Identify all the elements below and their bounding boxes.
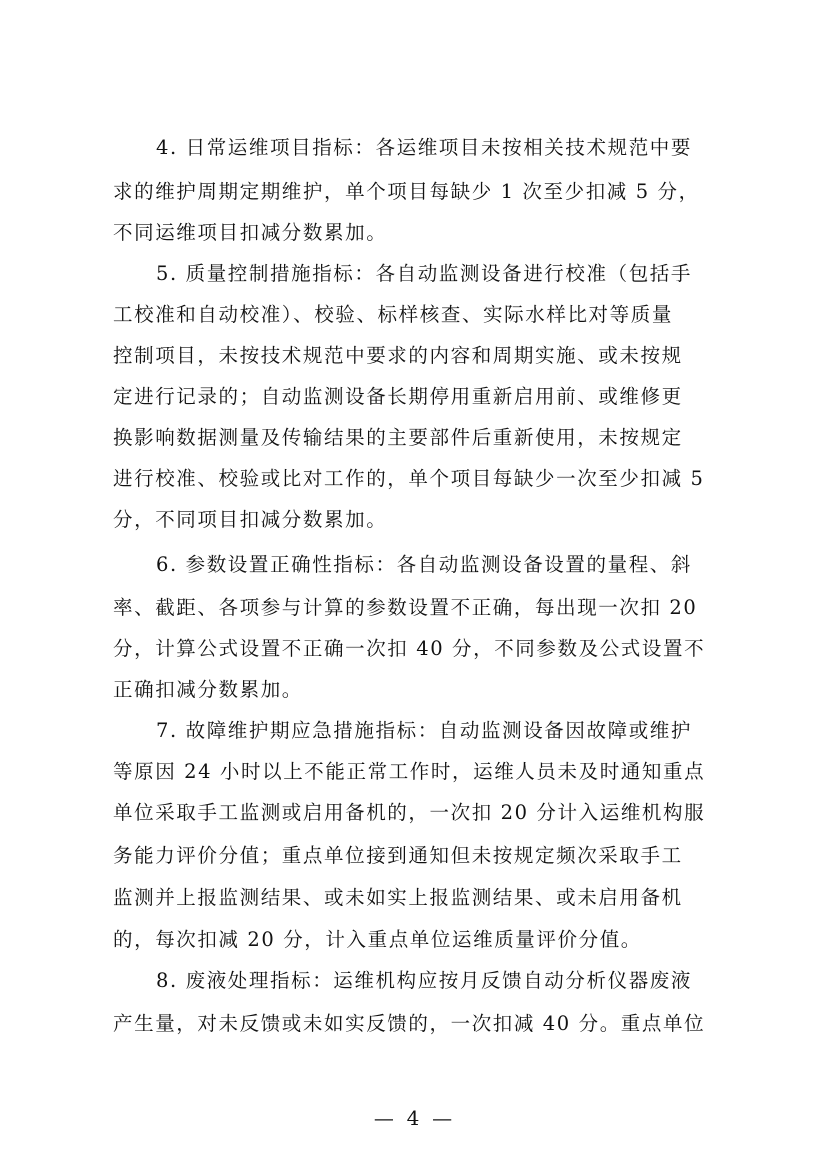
paragraph-4-line-1: 4. 日常运维项目指标：各运维项目未按相关技术规范中要 xyxy=(156,136,693,159)
paragraph-6-line-3: 分，计算公式设置不正确一次扣 40 分，不同参数及公式设置不 xyxy=(113,637,706,660)
paragraph-5-line-7: 分，不同项目扣减分数累加。 xyxy=(113,508,388,531)
paragraph-5-line-3: 控制项目，未按技术规范中要求的内容和周期实施、或未按规 xyxy=(113,344,683,367)
paragraph-5-line-5: 换影响数据测量及传输结果的主要部件后重新使用，未按规定 xyxy=(113,426,683,449)
paragraph-7-line-3: 单位采取手工监测或启用备机的，一次扣 20 分计入运维机构服 xyxy=(113,801,706,824)
paragraph-7-line-2: 等原因 24 小时以上不能正常工作时，运维人员未及时通知重点 xyxy=(113,760,706,783)
paragraph-4-line-3: 不同运维项目扣减分数累加。 xyxy=(113,221,388,244)
paragraph-5-line-4: 定进行记录的；自动监测设备长期停用重新启用前、或维修更 xyxy=(113,385,683,408)
paragraph-6-line-4: 正确扣减分数累加。 xyxy=(113,678,303,701)
paragraph-5-line-6: 进行校准、校验或比对工作的，单个项目每缺少一次至少扣减 5 xyxy=(113,467,705,490)
paragraph-7-line-5: 监测并上报监测结果、或未如实上报监测结果、或未启用备机 xyxy=(113,886,683,909)
paragraph-8-line-1: 8. 废液处理指标：运维机构应按月反馈自动分析仪器废液 xyxy=(156,969,693,992)
page-number: — 4 — xyxy=(373,1106,453,1130)
paragraph-7-line-4: 务能力评价分值；重点单位接到通知但未按规定频次采取手工 xyxy=(113,844,683,867)
paragraph-7-line-6: 的，每次扣减 20 分，计入重点单位运维质量评价分值。 xyxy=(113,928,642,951)
paragraph-8-line-2: 产生量，对未反馈或未如实反馈的，一次扣减 40 分。重点单位 xyxy=(113,1012,706,1035)
paragraph-5-line-2: 工校准和自动校准）、校验、标样核查、实际水样比对等质量 xyxy=(113,303,673,326)
paragraph-6-line-2: 率、截距、各项参与计算的参数设置不正确，每出现一次扣 20 xyxy=(113,596,698,619)
paragraph-4-line-2: 求的维护周期定期维护，单个项目每缺少 1 次至少扣减 5 分， xyxy=(113,180,700,203)
paragraph-5-line-1: 5. 质量控制措施指标：各自动监测设备进行校准（包括手 xyxy=(156,262,693,285)
paragraph-6-line-1: 6. 参数设置正确性指标：各自动监测设备设置的量程、斜 xyxy=(156,553,693,576)
paragraph-7-line-1: 7. 故障维护期应急措施指标：自动监测设备因故障或维护 xyxy=(156,719,693,742)
